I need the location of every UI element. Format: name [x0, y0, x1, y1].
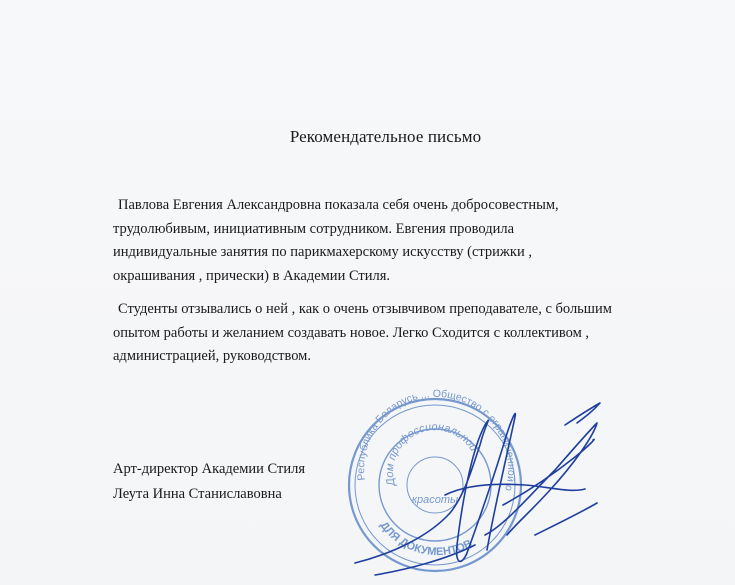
letter-paragraph-1: Павлова Евгения Александровна показала себя очень добросовестным, трудолюбивым, инициативным сотрудником. Евгения проводила индивидуальные занятия по парикмахерскому искусству (стрижки , окрашивания , прически) в Академии Стиля.	[113, 197, 559, 284]
svg-text:красоты: красоты	[411, 494, 459, 506]
svg-text:Республика Беларусь ... Общест: Республика Беларусь ... Общество с ограниченной о	[355, 387, 518, 493]
stamp-seal	[335, 385, 521, 571]
letter-title: Рекомендательное письмо	[289, 127, 482, 146]
svg-text:ДЛЯ ДОКУМЕНТОВ: ДЛЯ ДОКУМЕНТОВ	[377, 519, 475, 559]
stamp-graphic	[335, 385, 735, 585]
stamp-and-signature	[335, 385, 735, 585]
handwritten-signature	[355, 403, 600, 575]
svg-text:Дом профессиональной: Дом профессиональной	[383, 421, 480, 488]
letter-paragraph-2: Студенты отзывались о ней , как о очень отзывчивом преподавателе, с большим опытом работы и желанием создавать новое. Легко Сходится с коллективом , администрацией, руководством.	[113, 301, 612, 364]
signer-position: Арт-директор Академии Стиля	[113, 461, 305, 477]
signer-name: Леута Инна Станиславовна	[113, 486, 282, 502]
